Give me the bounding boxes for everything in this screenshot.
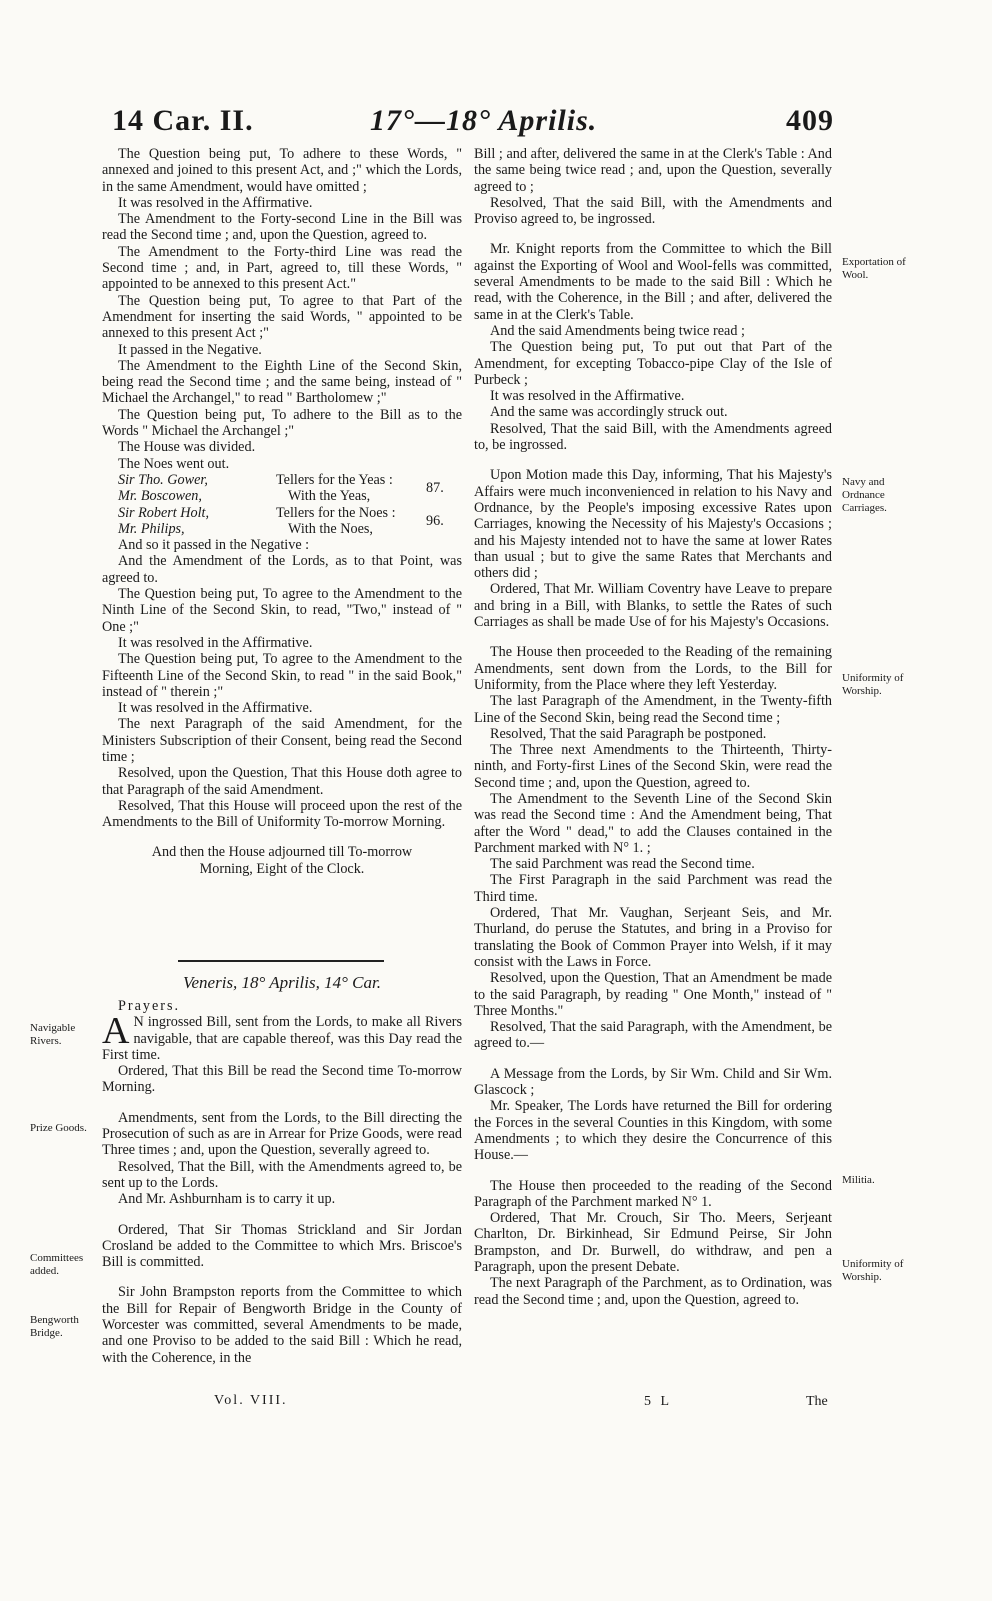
teller-name: Mr. Boscowen, [118,488,202,505]
paragraph: And the same was accordingly struck out. [490,404,728,421]
volume-mark: Vol. VIII. [214,1393,288,1408]
paragraph: Resolved, That the said Bill, with the Amendments and Proviso agreed to, be ingrossed. [474,194,832,228]
paragraph: The last Paragraph of the Amendment, in the Twenty-fifth Line of the Second Skin, being read the Second time ; [474,693,832,726]
paragraph: The First Paragraph in the said Parchment was read the Third time. [474,872,832,905]
teller-role: Tellers for the Noes : [276,504,396,521]
teller-role: With the Noes, [288,520,373,537]
paragraph: Upon Motion made this Day, informing, That his Majesty's Affairs were much inconvenienced in relation to his Navy and Ordnance, by the People's imposing excessive Rates upon Carriages, knowing the Necessity of his Majesty's Occasions ; and his Majesty intended not to have the same at lower Rates than usual ; but to give the same Rates that Merchants and others did ; [474,467,832,582]
paragraph: Sir John Brampston reports from the Committee to which the Bill for Repair of Bengworth Bridge in the County of Worcester was committed, several Amendments to be made, and one Proviso to be added to the said Bill : Which he read, with the Coherence, in the [102,1284,462,1366]
catchword: The [806,1394,828,1409]
paragraph: It passed in the Negative. [118,341,262,358]
paragraph: Resolved, upon the Question, That an Amendment be made to the said Paragraph, by reading " One Month," instead of " Three Months." [474,970,832,1019]
paragraph: Resolved, That the Bill, with the Amendments agreed to, be sent up to the Lords. [102,1158,462,1191]
paragraph: Ordered, That Mr. Crouch, Sir Tho. Meers, Serjeant Charlton, Dr. Birkinhead, Sir Edmund Peirse, Sir John Brampston, and Dr. Burwell, do withdraw, and pen a Paragraph, upon the present Debate. [474,1210,832,1275]
paragraph: Resolved, That the said Paragraph, with the Amendment, be agreed to.— [474,1019,832,1052]
adjournment: And then the House adjourned till To-morrow Morning, Eight of the Clock. [151,844,413,877]
margin-note: Exportation of Wool. [842,256,906,281]
day-heading: Veneris, 18° Aprilis, 14° Car. [183,973,381,992]
paragraph: Bill ; and after, delivered the same in at the Clerk's Table : And the same being twice read ; and, upon the Question, severally agreed to ; [474,146,832,195]
paragraph: The House then proceeded to the reading of the Second Paragraph of the Parchment marked N° 1. [474,1177,832,1210]
margin-note: Uniformity of Worship. [842,1258,904,1283]
paragraph: The Question being put, To adhere to these Words, " annexed and joined to this present Act, and ;" which the Lords, in the same Amendment, would have omitted ; [102,146,462,195]
paragraph: The Three next Amendments to the Thirteenth, Thirty-ninth, and Forty-first Lines of the Second Skin, were read the Second time ; and, upon the Question, agreed to. [474,742,832,791]
paragraph: The Amendment to the Forty-second Line in the Bill was read the Second time ; and, upon the Question, agreed to. [102,211,462,244]
teller-name: Sir Robert Holt, [118,504,210,521]
margin-note: Navy and Ordnance Carriages. [842,476,887,514]
paragraph: Ordered, That Mr. William Coventry have Leave to prepare and bring in a Bill, with Blanks, to settle the Rates of such Carriages as shall be made Use of for his Majesty's Occasions. [474,581,832,631]
paragraph: It was resolved in the Affirmative. [490,388,685,405]
paragraph: The said Parchment was read the Second time. [490,856,755,873]
paragraph: Ordered, That Sir Thomas Strickland and Sir Jordan Crosland be added to the Committee to which Mrs. Briscoe's Bill is committed. [102,1221,462,1271]
drop-cap: A [102,1010,130,1053]
left-column [102,146,462,877]
paragraph: The House was divided. [118,439,256,456]
paragraph: Ordered, That this Bill be read the Second time To-morrow Morning. [102,1063,462,1096]
paragraph: Mr. Knight reports from the Committee to which the Bill against the Exporting of Wool and Wool-fells was committed, several Amendments to be made to the said Bill : Which he read, with the Coherence, in the Bill ; and after, delivered the same in at the Clerk's Table. [474,241,832,323]
paragraph: Ordered, That Mr. Vaughan, Serjeant Seis, and Mr. Thurland, do peruse the Statutes, and bring in a Proviso for translating the Book of Common Prayer into Welsh, if it may consist with the Laws in Force. [474,905,832,970]
running-head-center: 17°—18° Aprilis. [370,104,598,137]
signature-mark: 5 L [644,1394,673,1409]
paragraph: It was resolved in the Affirmative. [118,700,313,717]
paragraph: And the Amendment of the Lords, as to that Point, was agreed to. [102,553,462,586]
teller-role: Tellers for the Yeas : [276,471,393,488]
teller-role: With the Yeas, [288,488,371,505]
paragraph: The Amendment to the Eighth Line of the Second Skin, being read the Second time ; and the same being, instead of " Michael the Archangel," to read " Bartholomew ;" [102,357,462,407]
vote-count-noes: 96. [426,512,444,529]
margin-note: Committees added. [30,1252,84,1277]
margin-note: Prize Goods. [30,1122,87,1134]
section-divider [178,960,384,962]
paragraph: And so it passed in the Negative : [118,537,310,554]
paragraph: The Question being put, To agree to that Part of the Amendment for inserting the said Words, " appointed to be annexed to this present Act ;" [102,292,462,342]
vote-count-yeas: 87. [426,480,444,497]
teller-name: Sir Tho. Gower, [118,471,208,488]
margin-note: Bengworth Bridge. [30,1314,79,1339]
left-column-lower [102,972,462,1366]
paragraph: Resolved, That the said Bill, with the Amendments agreed to, be ingrossed. [474,420,832,454]
paragraph: The Question being put, To adhere to the Bill as to the Words " Michael the Archangel ;" [102,406,462,440]
page-number: 409 [786,104,834,137]
paragraph: It was resolved in the Affirmative. [118,194,313,211]
prayers-heading: Prayers. [118,998,181,1014]
running-head-left: 14 Car. II. [112,104,254,137]
paragraph: The Amendment to the Forty-third Line was read the Second time ; and, in Part, agreed to, till these Words, " appointed to be annexed to this present Act." [102,243,462,293]
margin-note: Navigable Rivers. [30,1022,76,1047]
paragraph: And the said Amendments being twice read ; [490,322,745,339]
paragraph: Amendments, sent from the Lords, to the Bill directing the Prosecution of such as are in Arrear for Prize Goods, were read Three times ; and, upon the Question, severally agreed to. [102,1109,462,1159]
paragraph: Mr. Speaker, The Lords have returned the Bill for ordering the Forces in the several Counties in this Kingdom, with some Amendments ; to which they desire the Concurrence of this House.— [474,1098,832,1164]
tellers-block [118,472,462,537]
paragraph: And Mr. Ashburnham is to carry it up. [118,1191,336,1208]
margin-note: Militia. [842,1174,875,1186]
paragraph: The next Paragraph of the Parchment, as to Ordination, was read the Second time ; and, upon the Question, agreed to. [474,1275,832,1308]
paragraph: It was resolved in the Affirmative. [118,634,313,651]
paragraph: The Question being put, To put out that Part of the Amendment, for excepting Tobacco-pipe Clay of the Isle of Purbeck ; [474,339,832,388]
paragraph [102,1010,462,1063]
paragraph-text: N ingrossed Bill, sent from the Lords, to make all Rivers navigable, that are capable thereof, was this Day read the First time. [102,1014,462,1063]
paragraph: The House then proceeded to the Reading of the remaining Amendments, sent down from the Lords, to the Bill for Uniformity, from the Place where they left Yesterday. [474,644,832,693]
paragraph: The next Paragraph of the said Amendment, for the Ministers Subscription of their Consent, being read the Second time ; [102,716,462,765]
paragraph: Resolved, upon the Question, That this House doth agree to that Paragraph of the said Amendment. [102,765,462,798]
paragraph: The Noes went out. [118,455,230,472]
paragraph: Resolved, That the said Paragraph be postponed. [490,725,767,742]
teller-name: Mr. Philips, [118,520,185,537]
margin-note: Uniformity of Worship. [842,672,904,697]
paragraph: The Amendment to the Seventh Line of the Second Skin was read the Second time : And the Amendment being, That after the Word " dead," to add the Clauses contained in the Parchment marked with N° 1. ; [474,790,832,856]
paragraph: A Message from the Lords, by Sir Wm. Child and Sir Wm. Glascock ; [474,1065,832,1099]
right-column [474,146,832,1308]
paragraph: The Question being put, To agree to the Amendment to the Ninth Line of the Second Skin, to read, "Two," instead of " One ;" [102,586,462,635]
paragraph: The Question being put, To agree to the Amendment to the Fifteenth Line of the Second Skin, to read " in the said Book," instead of " therein ;" [102,651,462,700]
paragraph: Resolved, That this House will proceed upon the rest of the Amendments to the Bill of Uniformity To-morrow Morning. [102,797,462,831]
